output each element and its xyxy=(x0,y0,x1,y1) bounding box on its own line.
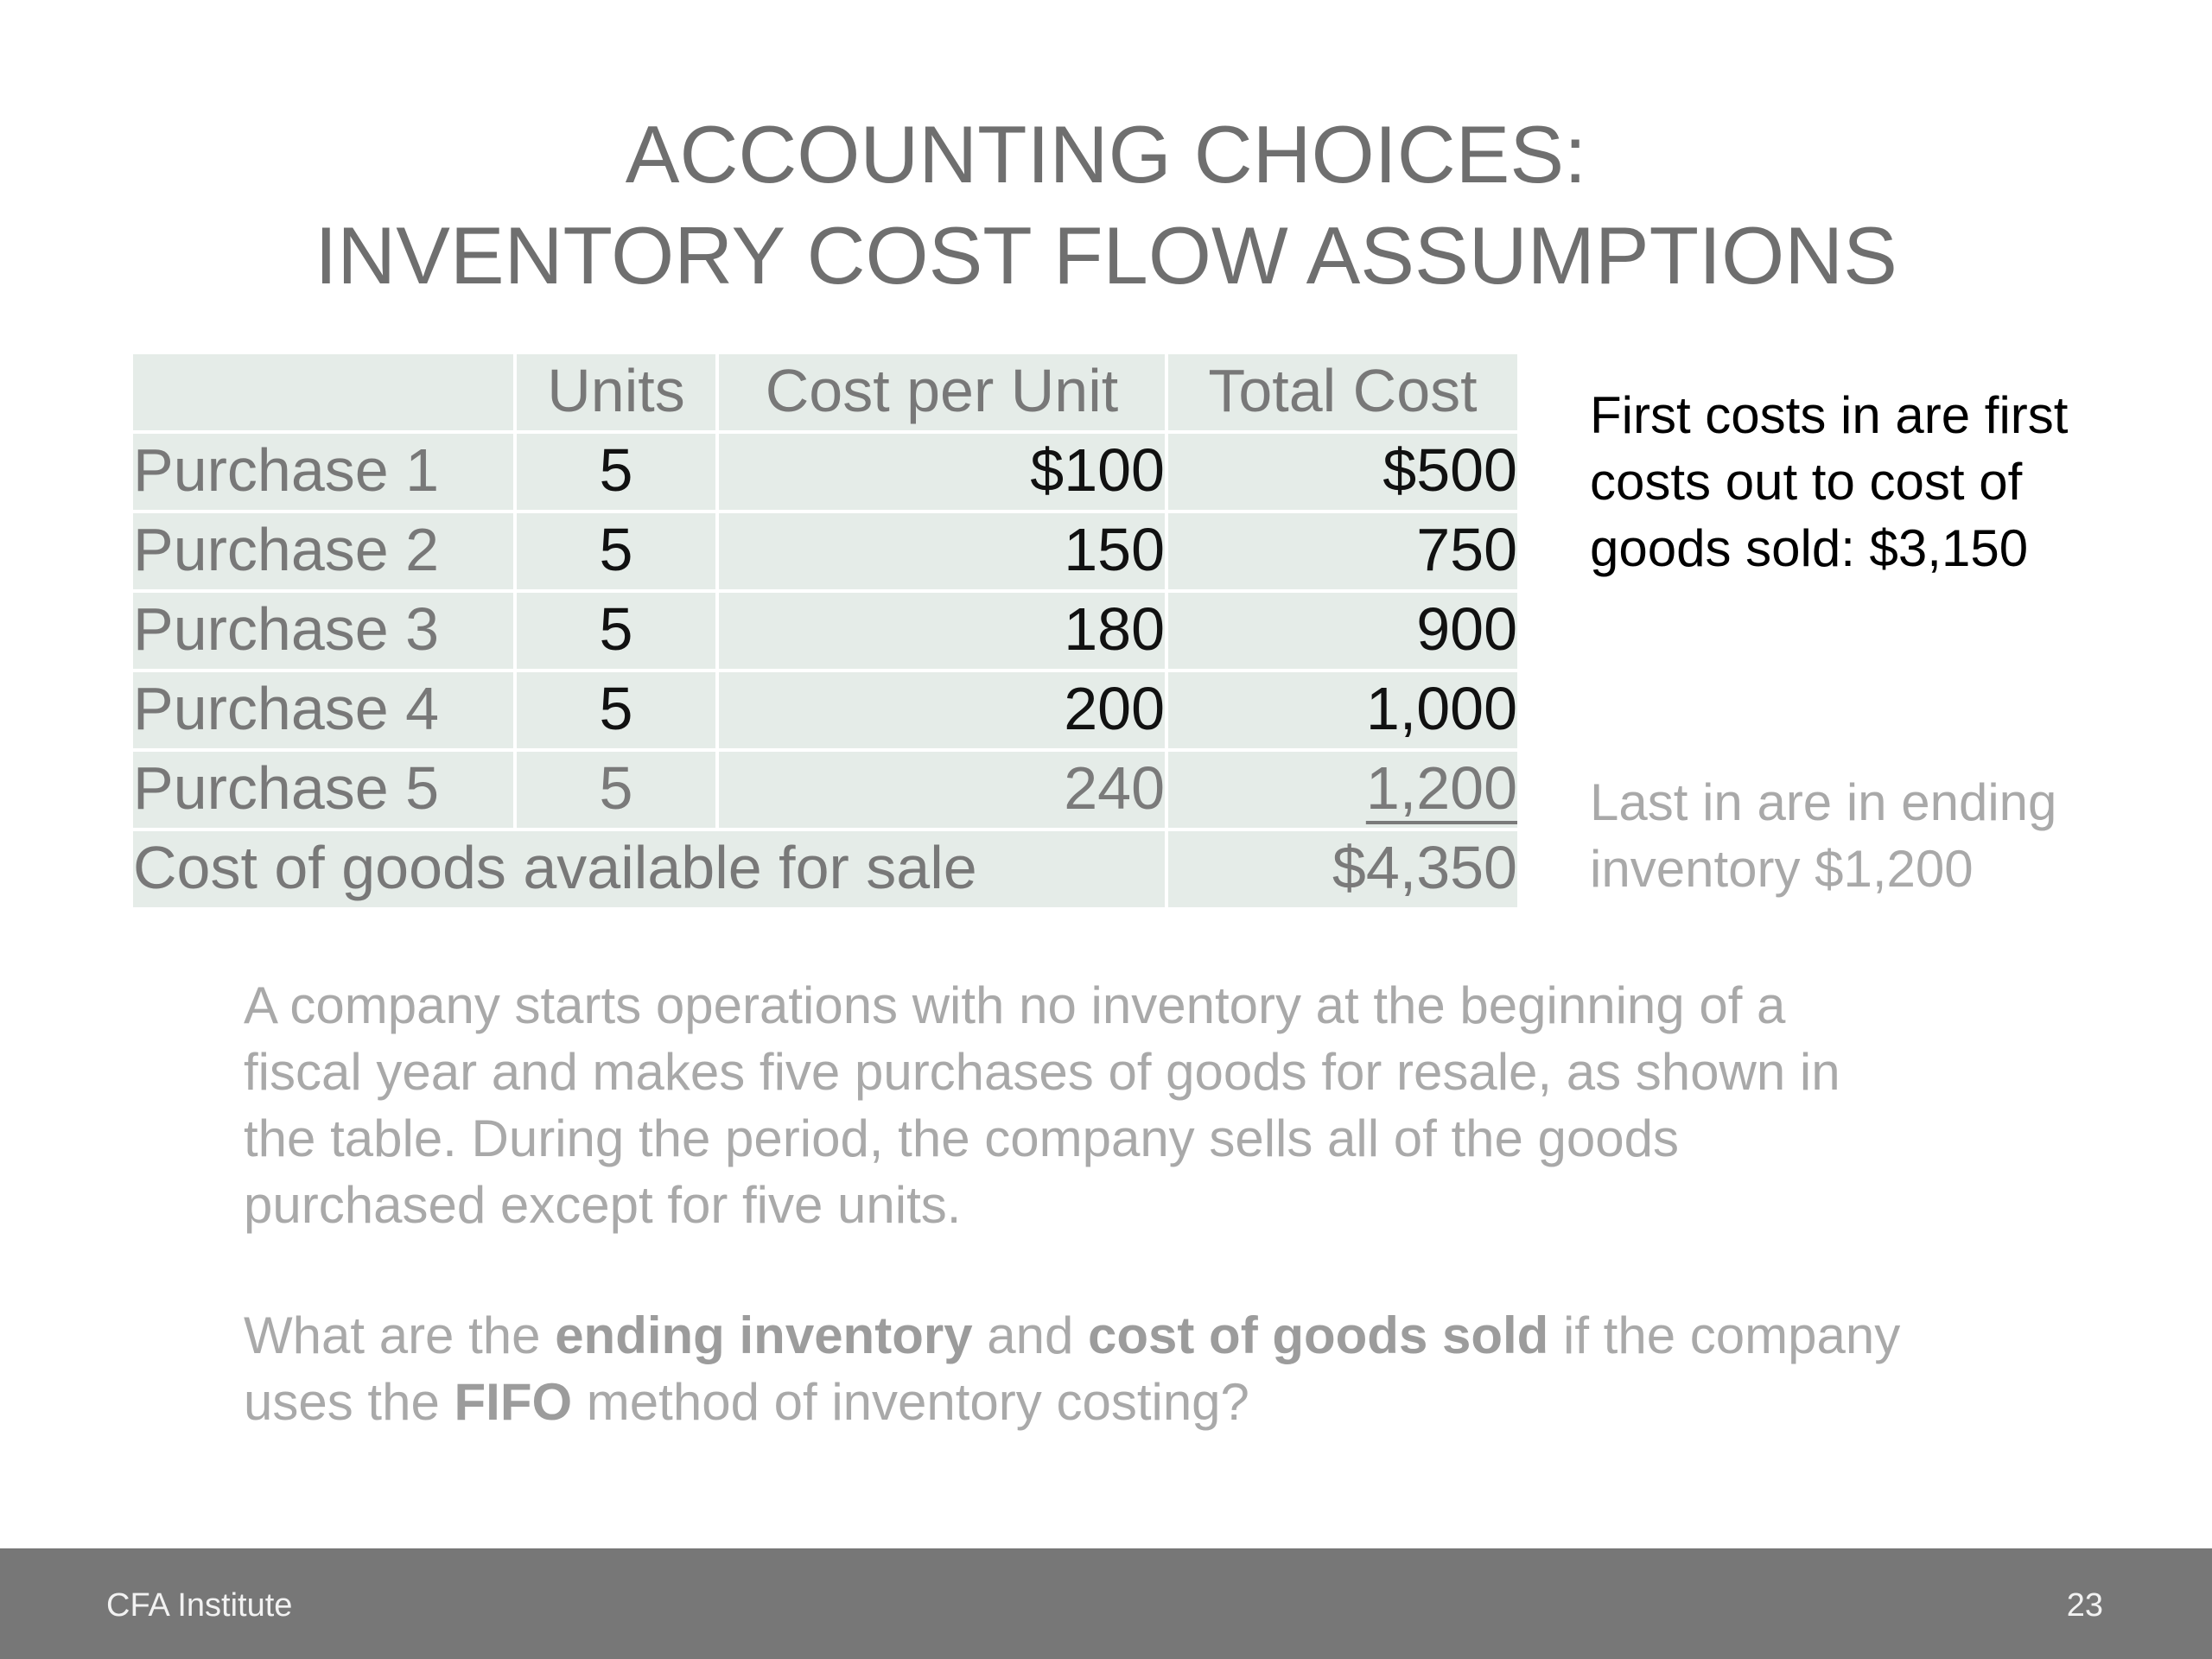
question-emphasis: FIFO xyxy=(454,1373,573,1431)
question-text: and xyxy=(972,1306,1089,1364)
total-cost-cell xyxy=(1168,752,1517,828)
table-header-row xyxy=(133,354,1517,430)
question-text: if the company uses the xyxy=(244,1306,1901,1431)
row-label: Purchase 4 xyxy=(133,672,513,748)
row-label: Purchase 3 xyxy=(133,593,513,669)
table-row xyxy=(133,672,1517,748)
question-emphasis: ending inventory xyxy=(555,1306,973,1364)
slide-title xyxy=(0,104,2212,306)
table-row xyxy=(133,513,1517,589)
table-header-total-cost: Total Cost xyxy=(1168,354,1517,430)
units-cell: 5 xyxy=(517,593,715,669)
page-number: 23 xyxy=(2066,1587,2103,1624)
cost-per-unit-cell: 180 xyxy=(719,593,1165,669)
table-row xyxy=(133,752,1517,828)
scenario-paragraph: A company starts operations with no inventory at the beginning of a fiscal year and makes five purchases of goods for resale, as shown in the table. During the period, the company sells all of the goods purchased except for five units. xyxy=(244,976,1840,1234)
units-cell: 5 xyxy=(517,672,715,748)
cost-per-unit-cell: 240 xyxy=(719,752,1165,828)
cost-per-unit-cell: 150 xyxy=(719,513,1165,589)
table-header-units: Units xyxy=(517,354,715,430)
cost-per-unit-cell: $100 xyxy=(719,434,1165,510)
summary-total: $4,350 xyxy=(1168,831,1517,907)
table-row xyxy=(133,593,1517,669)
units-cell: 5 xyxy=(517,513,715,589)
table-header-cell-blank xyxy=(133,354,513,430)
table-header-cost-per-unit: Cost per Unit xyxy=(719,354,1165,430)
row-label: Purchase 1 xyxy=(133,434,513,510)
footer-brand: CFA Institute xyxy=(106,1587,293,1624)
units-cell: 5 xyxy=(517,434,715,510)
question-emphasis: cost of goods sold xyxy=(1088,1306,1549,1364)
cost-per-unit-cell: 200 xyxy=(719,672,1165,748)
row-label: Purchase 2 xyxy=(133,513,513,589)
question-paragraph xyxy=(244,1302,1903,1435)
slide-title-line-1: ACCOUNTING CHOICES: xyxy=(625,109,1587,200)
total-cost-underlined: 1,200 xyxy=(1365,754,1517,822)
summary-label: Cost of goods available for sale xyxy=(133,831,1165,907)
row-label: Purchase 5 xyxy=(133,752,513,828)
total-cost-cell: 1,000 xyxy=(1168,672,1517,748)
slide-title-line-2: INVENTORY COST FLOW ASSUMPTIONS xyxy=(315,210,1897,301)
total-cost-cell: $500 xyxy=(1168,434,1517,510)
units-cell: 5 xyxy=(517,752,715,828)
question-text: method of inventory costing? xyxy=(572,1373,1249,1431)
total-cost-cell: 900 xyxy=(1168,593,1517,669)
table-summary-row xyxy=(133,831,1517,907)
ending-inventory-note: Last in are in ending inventory $1,200 xyxy=(1590,773,2057,898)
footer-bar xyxy=(0,1548,2212,1659)
fifo-cogs-note: First costs in are first costs out to cost of goods sold: $3,150 xyxy=(1590,386,2069,577)
question-text: What are the xyxy=(244,1306,556,1364)
inventory-purchases-table xyxy=(130,351,1521,911)
total-cost-cell: 750 xyxy=(1168,513,1517,589)
table-row xyxy=(133,434,1517,510)
